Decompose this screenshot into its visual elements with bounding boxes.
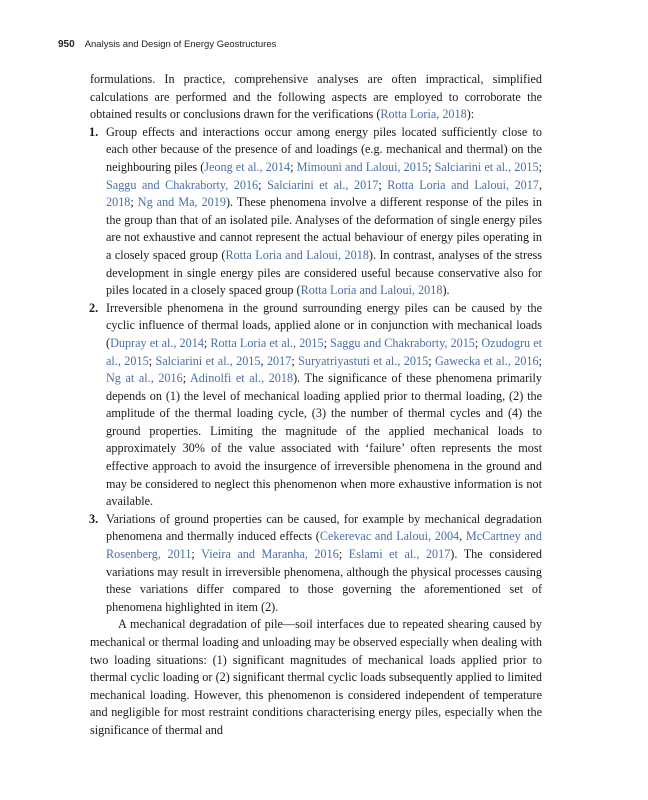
text-run: ; (428, 159, 435, 174)
list-number: 3. (89, 511, 99, 526)
text-run: ; (538, 353, 543, 368)
text-run: , (260, 353, 267, 368)
text-run: Irreversible phenomena in the ground surrounding energy piles can be caused by the cyclic influence of thermal loads, applied alone or in conjunction with mechanical loads ( (106, 300, 542, 350)
text-run: ). These phenomena involve a different response of the piles in the group than that of an isolated pile. Analyses of the deformation of single energy piles are not exhaustive and cannot represent the actual behaviour of energy piles operating in a closely spaced group ( (106, 195, 542, 262)
list-item (90, 124, 542, 300)
text-run: ). (442, 283, 450, 298)
text-run: ; (474, 335, 482, 350)
text-run: ; (538, 159, 543, 174)
citation-link[interactable]: Cekerevac and Laloui, 2004 (319, 529, 460, 544)
running-header (58, 39, 276, 50)
text-run: ). The significance of these phenomena primarily depends on (1) the level of mechanical loading applied prior to thermal loading, (2) the amplitude of the thermal loading cycle, (3) the number of thermal cycles and (4) the ground properties. Limiting the magnitude of the applied mechanical loads to approximately 30% of the value associated with ‘failure’ often represents the most effective approach to avoid the insurgence of irreversible phenomena in the ground and may be considered to neglect this phenomenon when more exhaustive information is not available. (106, 371, 542, 509)
citation-link[interactable]: Eslami et al., 2017 (348, 547, 451, 562)
text-run: ; (338, 547, 349, 562)
text-run: ; (203, 335, 211, 350)
citation-link[interactable]: Salciarini et al., 2017 (267, 177, 379, 192)
citation-link[interactable]: Vieira and Maranha, 2016 (201, 547, 339, 562)
text-run: ; (378, 177, 388, 192)
body-text (90, 71, 542, 740)
list-number: 2. (89, 300, 99, 315)
citation-link[interactable]: Rotta Loria and Laloui, 2018 (300, 283, 443, 298)
citation-link[interactable]: 2017 (266, 353, 292, 368)
text-run: ; (258, 177, 268, 192)
citation-link[interactable]: Jeong et al., 2014 (204, 159, 291, 174)
citation-link[interactable]: Saggu and Chakraborty, 2015 (330, 335, 475, 350)
closing-paragraph: A mechanical degradation of pile—soil interfaces due to repeated shearing caused by mechanical or thermal loading and unloading may be observed especially when dealing with two loading situations: (1) significant magnitudes of mechanical loads applied prior to thermal cyclic loading or (2) significant thermal cyclic loads subsequently applied to limited mechanical loading. However, this phenomenon is considered independent of temperature and negligible for most restraint conditions characterising energy piles, especially when the significance of thermal and (90, 617, 542, 737)
text-run: ): (466, 107, 475, 122)
text-run: , (459, 529, 466, 544)
text-run: ; (428, 353, 435, 368)
text-run: ; (290, 159, 297, 174)
text-run: Group effects and interactions occur among energy piles located sufficiently close to each other because of the presence of and loadings (e.g. mechanical and thermal) on the neighbouring piles ( (106, 124, 542, 174)
citation-link[interactable]: McCartney and Rosenberg, 2011 (106, 529, 542, 562)
text-run: ; (191, 547, 202, 562)
text-run: formulations. In practice, comprehensive analyses are often impractical, simplified calculations are performed and the following aspects are employed to corroborate the obtained results or conclusions drawn for the verifications ( (90, 72, 542, 122)
list-item (90, 511, 542, 617)
citation-link[interactable]: Adinolfi et al., 2018 (190, 371, 294, 386)
citation-link[interactable]: Rotta Loria and Laloui, 2018 (225, 247, 369, 262)
text-run: ; (148, 353, 156, 368)
citation-link[interactable]: Ng and Ma, 2019 (137, 195, 226, 210)
page-number: 950 (58, 39, 75, 50)
citation-link[interactable]: Dupray et al., 2014 (110, 335, 204, 350)
citation-link[interactable]: Rotta Loria, 2018 (380, 107, 467, 122)
list-item (90, 300, 542, 511)
citation-link[interactable]: Ng at al., 2016 (106, 371, 183, 386)
text-run: ; (291, 353, 299, 368)
intro-paragraph (90, 71, 542, 124)
citation-link[interactable]: Saggu and Chakraborty, 2016 (106, 177, 259, 192)
citation-link[interactable]: Rotta Loria and Laloui, 2017 (387, 177, 539, 192)
citation-link[interactable]: Salciarini et al., 2015 (434, 159, 539, 174)
citation-link[interactable]: Ozudogru et al., 2015 (106, 335, 542, 368)
citation-link[interactable]: Salciarini et al., 2015 (155, 353, 261, 368)
running-title: Analysis and Design of Energy Geostructures (84, 39, 277, 50)
citation-link[interactable]: Gawecka et al., 2016 (434, 353, 539, 368)
citation-link[interactable]: Suryatriyastuti et al., 2015 (298, 353, 429, 368)
citation-link[interactable]: 2018 (106, 195, 131, 210)
numbered-list (90, 124, 542, 617)
list-number: 1. (89, 124, 99, 139)
text-run: Variations of ground properties can be caused, for example by mechanical degradation phenomena and thermally induced effects ( (106, 511, 542, 544)
text-run: ). The considered variations may result in irreversible phenomena, although the physical processes causing these variations differ compared to those governing the aforementioned set of phenomena highlighted in item (2). (106, 547, 543, 614)
text-run: ; (130, 195, 138, 210)
text-run: ; (182, 371, 190, 386)
text-run: ). In contrast, analyses of the stress development in single energy piles are considered useful because conservative also for piles located in a closely spaced group ( (106, 247, 542, 298)
citation-link[interactable]: Mimouni and Laloui, 2015 (296, 159, 429, 174)
citation-link[interactable]: Rotta Loria et al., 2015 (210, 335, 324, 350)
text-run: , (538, 177, 543, 192)
text-run: ; (323, 335, 331, 350)
